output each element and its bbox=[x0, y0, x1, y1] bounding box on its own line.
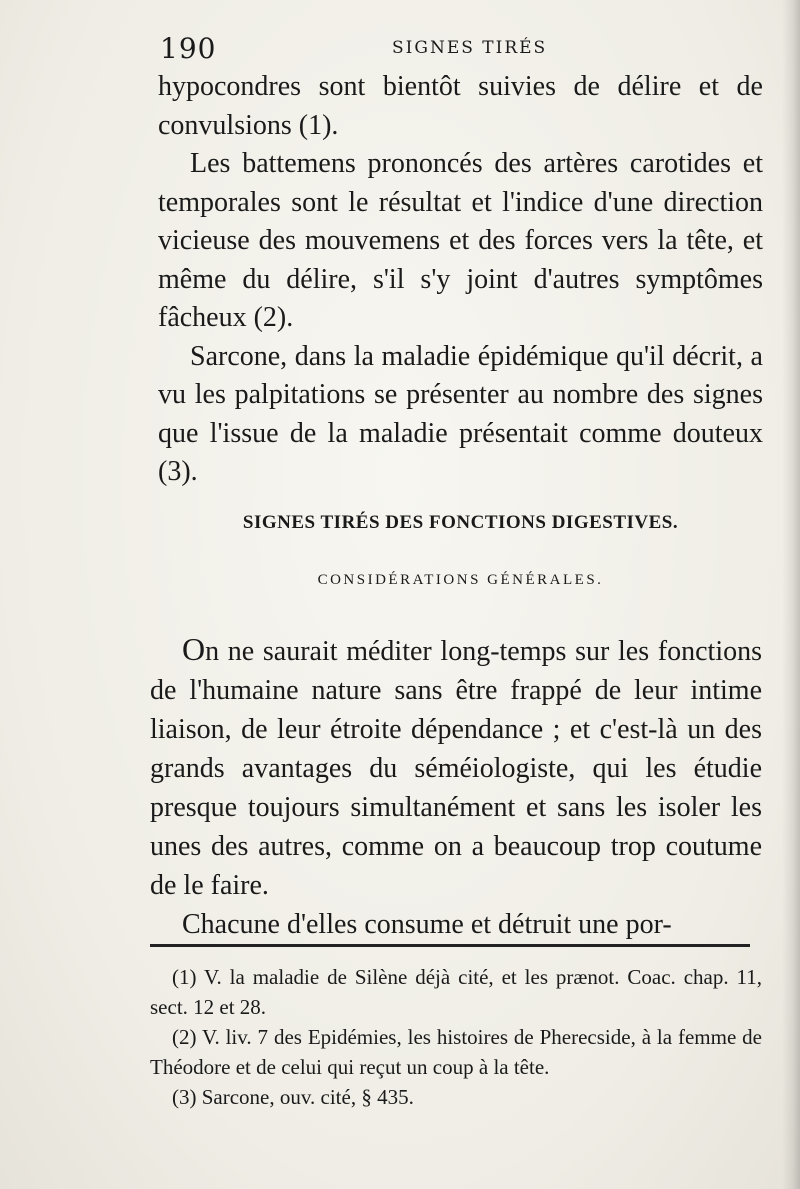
paragraph-4-text: n ne saurait méditer long-temps sur les fonctions de l'humaine nature sans être frappé de leur intime liaison, de leur étroite dépendance ; et c'est-là un des grands avantages du séméiologiste, qui les étudie presque toujours simultanément et sans les isoler les unes des autres, comme on a beaucoup trop coutume de le faire. bbox=[150, 636, 762, 901]
running-head: SIGNES TIRÉS bbox=[392, 38, 548, 58]
page-number: 190 bbox=[160, 32, 217, 65]
page-edge-shadow bbox=[782, 0, 800, 1189]
footnote-3: (3) Sarcone, ouv. cité, § 435. bbox=[172, 1085, 414, 1109]
footnote-2: (2) V. liv. 7 des Epidémies, les histoires de Pherecside, à la femme de Théodore et de celui qui reçut un coup à la tête. bbox=[150, 1025, 762, 1079]
body-text-bottom bbox=[150, 630, 762, 944]
body-text-top bbox=[158, 68, 763, 492]
footnote-1: (1) V. la maladie de Silène déjà cité, et les prænot. Coac. chap. 11, sect. 12 et 28. bbox=[150, 965, 762, 1019]
subsection-title: CONSIDÉRATIONS GÉNÉRALES. bbox=[317, 572, 604, 588]
paragraph-3: Sarcone, dans la maladie épidémique qu'il décrit, a vu les palpitations se présenter au nombre des signes que l'issue de la maladie présentait comme douteux (3). bbox=[158, 340, 763, 487]
section-title: SIGNES TIRÉS DES FONCTIONS DIGESTIVES. bbox=[242, 512, 679, 533]
dropcap-letter: O bbox=[182, 631, 206, 667]
page-header bbox=[160, 32, 750, 72]
footnotes bbox=[150, 962, 762, 1112]
paragraph-4 bbox=[150, 630, 762, 905]
footnote-divider bbox=[150, 944, 750, 947]
paragraph-5: Chacune d'elles consume et détruit une por- bbox=[182, 909, 672, 940]
paragraph-2: Les battemens prononcés des artères carotides et temporales sont le résultat et l'indice d'une direction vicieuse des mouvemens et des forces vers la tête, et même du délire, s'il s'y joint d'autres symptômes fâcheux (2). bbox=[158, 148, 763, 333]
paragraph-1: hypocondres sont bientôt suivies de délire et de convulsions (1). bbox=[158, 71, 763, 141]
